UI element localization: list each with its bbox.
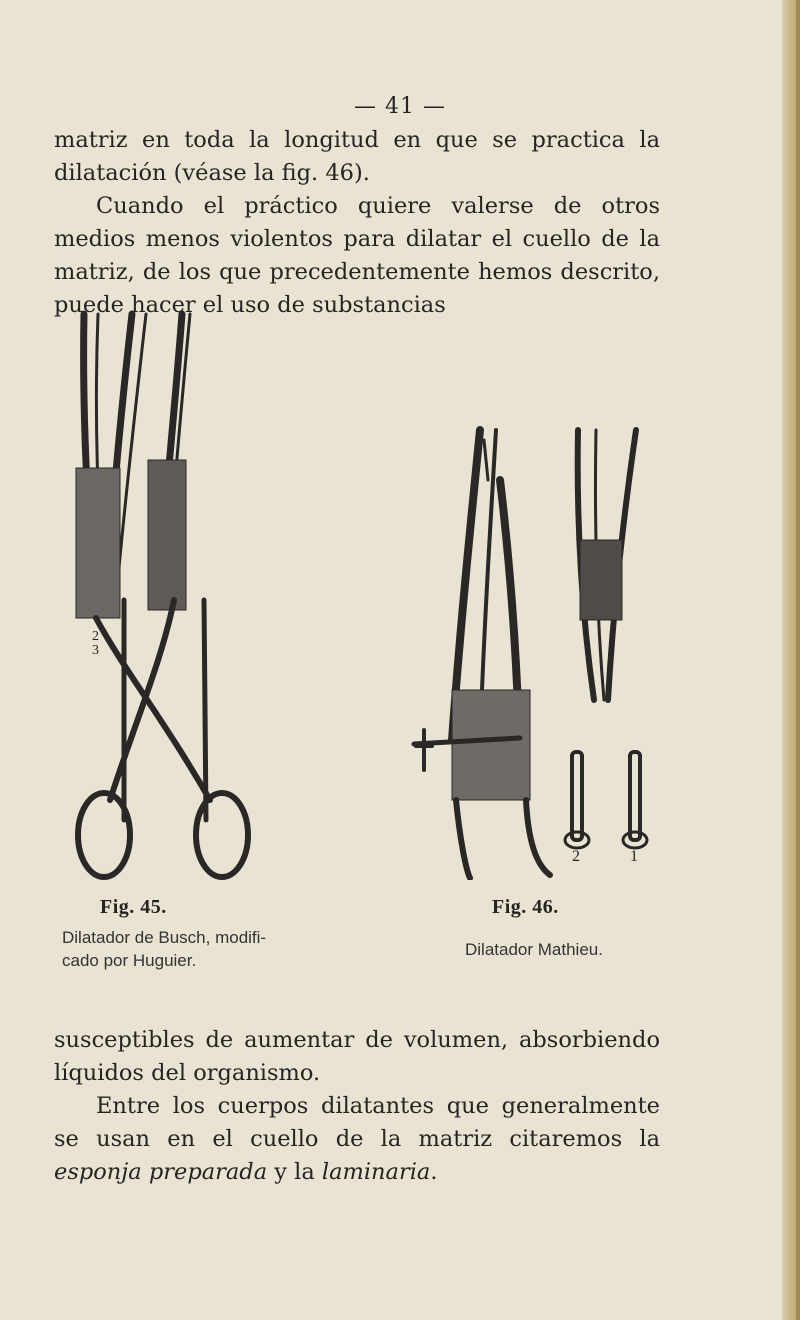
figure-45-title: Fig. 45. — [100, 896, 167, 918]
figure-46-illustration — [400, 300, 670, 880]
figure-45-caption-line-2: cado por Huguier. — [62, 951, 197, 970]
paragraph-4-text-start: Entre los cuerpos dilatantes que generalmente se usan en el cuello de la matriz citaremos la — [54, 1093, 660, 1152]
paragraph-4 — [54, 1090, 660, 1189]
part-label: 3 — [92, 643, 99, 658]
part-label: 2 — [572, 848, 580, 865]
paragraph-2: Cuando el práctico quiere valerse de otros medios menos violentos para dilatar el cuello de la matriz, de los que precedentemente hemos descrito, puede hacer el uso de substancias — [54, 193, 660, 318]
figure-45-caption — [62, 926, 292, 972]
paragraph-4-text-mid: y la — [267, 1159, 322, 1185]
paragraph-1: matriz en toda la longitud en que se practica la dilatación (véase la fig. 46). — [54, 127, 660, 186]
page-number: — 41 — — [354, 94, 446, 119]
page-edge — [782, 0, 800, 1320]
term-laminaria: laminaria — [321, 1159, 431, 1185]
part-label: 2 — [92, 629, 99, 644]
figure-45-caption-line-1: Dilatador de Busch, modifi- — [62, 928, 267, 947]
figure-45-illustration — [54, 300, 274, 880]
paragraph-3: susceptibles de aumentar de volumen, absorbiendo líquidos del organismo. — [54, 1027, 660, 1086]
figure-46-title: Fig. 46. — [492, 896, 559, 918]
paragraph-4-text-end: . — [430, 1159, 438, 1185]
figure-46-caption: Dilatador Mathieu. — [465, 940, 603, 959]
term-esponja-preparada: esponja preparada — [54, 1159, 268, 1185]
part-label: 1 — [630, 848, 638, 865]
